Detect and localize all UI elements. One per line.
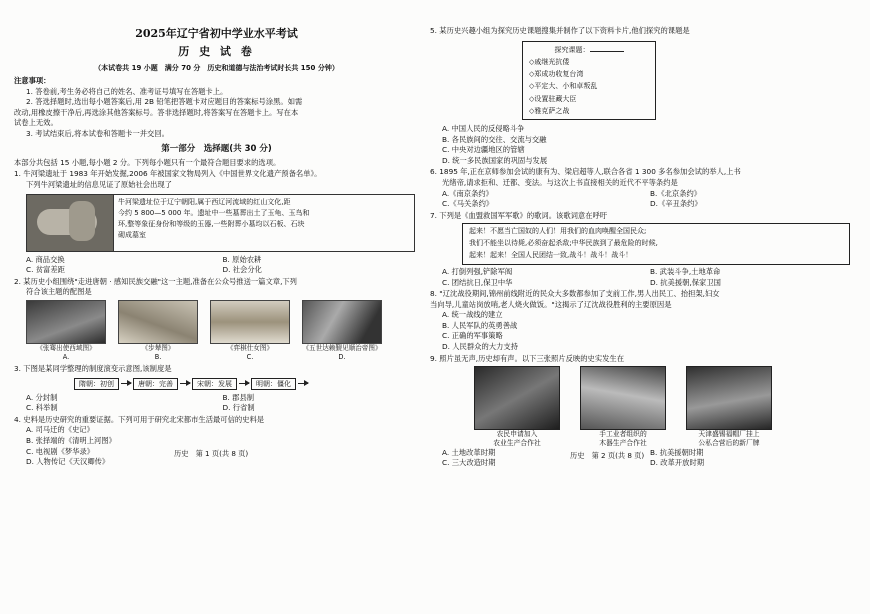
options (430, 124, 858, 166)
photo-item (686, 366, 772, 448)
card-item: ◇设置驻藏大臣 (529, 94, 577, 103)
option-c[interactable]: C. 中央对边疆地区的管辖 (442, 145, 525, 155)
options (14, 255, 419, 276)
research-card (522, 41, 656, 121)
question-5 (430, 26, 858, 166)
question-stem: 5. 某历史兴趣小组为探究历史课题搜集并制作了以下资料卡片,他们探究的课题是 (430, 26, 690, 35)
notice-line: 2. 答选择题时,选出每小题答案后,用 2B 铅笔把答题卡对应题目的答案标号涂黑。如需 (26, 97, 303, 107)
excavation-photo (27, 195, 114, 251)
option-a[interactable]: A.《南京条约》 (442, 188, 493, 198)
page-footer-right: 历史 第 2 页(共 8 页) (570, 450, 645, 460)
question-7 (430, 211, 858, 288)
option-label: C. (246, 353, 254, 362)
option-a[interactable]: A. 分封制 (26, 392, 58, 402)
question-6 (430, 167, 858, 209)
option-d[interactable]: D. 人民群众的大力支持 (442, 342, 518, 351)
painting-image (302, 300, 382, 344)
option-a[interactable]: A. 统一战线的建立 (442, 310, 503, 320)
question-stem: 当向导,儿童站岗放哨,老人烧火做饭。"这揭示了辽沈战役胜利的主要原因是 (430, 299, 672, 309)
option-a[interactable]: A. 司马迁的《史记》 (26, 425, 94, 435)
question-stem: 9. 照片虽无声,历史却有声。以下三张照片反映的史实发生在 (430, 353, 625, 363)
painting-caption: 《五世达赖觐见顺治帝图》 (302, 343, 382, 352)
arrow-icon (121, 383, 131, 384)
options (14, 425, 419, 467)
option-label: B. (154, 353, 162, 362)
painting-option-d[interactable] (302, 300, 382, 363)
part-one-intro: 本部分共包括 15 小题,每小题 2 分。下列每小题只有一个最符合题目要求的选项。 (14, 157, 281, 167)
question-stem: 符合该主题的配图是 (26, 287, 92, 297)
exam-title: 2025年辽宁省初中学业水平考试 (135, 27, 298, 40)
option-c[interactable]: C. 团结抗日,保卫中华 (442, 277, 513, 287)
option-d[interactable]: D. 抗美援朝,保家卫国 (650, 277, 721, 287)
part-one-heading: 第一部分 选择题(共 30 分) (161, 144, 272, 155)
question-stem: 8. "辽沈战役期间,锦州前线附近的民众大多数都参加了支前工作,男人出民工、抬担架,妇女 (430, 289, 720, 299)
arrow-icon (180, 383, 190, 384)
question-1 (14, 169, 419, 275)
option-d[interactable]: D. 社会分化 (222, 265, 262, 275)
exam-scope: （本试卷共 19 小题 满分 70 分 历史和道德与法治考试时长共 150 分钟） (94, 63, 339, 72)
historic-photo (580, 366, 666, 430)
arrow-icon (298, 383, 308, 384)
option-b[interactable]: B. 各民族间的交往、交流与交融 (442, 134, 547, 144)
options (430, 189, 858, 210)
option-c[interactable]: C. 贫富差距 (26, 265, 65, 275)
option-c[interactable]: C.《马关条约》 (442, 199, 494, 209)
painting-caption: 《步辇图》 (141, 343, 175, 352)
timeline-step: 唐朝：完善 (133, 378, 178, 390)
historic-photos (430, 366, 858, 448)
option-a[interactable]: A. 打倒列强,铲除军阀 (442, 266, 513, 276)
notice-line: 3. 考试结束后,将本试卷和答题卡一并交回。 (26, 128, 169, 138)
painting-caption: 《张骞出使西域图》 (36, 343, 96, 352)
question-4 (14, 415, 419, 468)
option-label: A. (62, 353, 70, 362)
exam-subtitle: 历 史 试 卷 (178, 44, 255, 58)
option-b[interactable]: B. 郡县制 (222, 392, 255, 402)
question-stem: 光绪帝,请求拒和、迁都、变法。与这次上书直接相关的近代不平等条约是 (442, 177, 678, 187)
card-item: ◇郑成功收复台湾 (529, 70, 584, 79)
question-3 (14, 364, 419, 414)
option-b[interactable]: B. 武装斗争,土地革命 (650, 266, 721, 276)
right-column (430, 0, 858, 469)
card-title: 探究课题： (529, 44, 649, 56)
options (430, 267, 858, 288)
painting-option-a[interactable] (26, 300, 106, 363)
question-8 (430, 289, 858, 352)
option-a[interactable]: A. 中国人民的反侵略斗争 (442, 124, 525, 134)
question-stem: 7. 下列是《血盟救国军军歌》的歌词。该歌词意在呼吁 (430, 210, 608, 220)
painting-option-b[interactable] (118, 300, 198, 363)
option-d[interactable]: D.《辛丑条约》 (650, 199, 702, 209)
historic-photo (474, 366, 560, 430)
photo-item (474, 366, 560, 448)
question-stem: 1. 牛河梁遗址于 1983 年开始发掘,2006 年被国家文物局列入《中国世界文化遗产预备名单》。 (14, 169, 322, 179)
option-b[interactable]: B. 张择端的《清明上河图》 (26, 435, 116, 445)
option-b[interactable]: B.《北京条约》 (650, 188, 702, 198)
arrow-icon (239, 383, 249, 384)
timeline-step: 隋朝：初创 (74, 378, 119, 390)
option-b[interactable]: B. 原始农耕 (222, 254, 262, 264)
photo-caption: 手工业者组织的 木器生产合作社 (599, 430, 647, 447)
options (430, 310, 858, 352)
option-c[interactable]: C. 科举制 (26, 403, 58, 413)
painting-image (210, 300, 290, 344)
option-a[interactable]: A. 商品交换 (26, 254, 65, 264)
left-column (14, 0, 419, 468)
timeline-step: 宋朝：发展 (192, 378, 237, 390)
material-box (26, 194, 415, 252)
song-lyrics: 起来！不愿当亡国奴的人们！用我们的血肉唤醒全国民众; 我们不能坐以待毙,必须奋起杀敌;中华民族到了最危险的时候, 起来！起来！全国人民团结一致,战斗！战斗！战斗！ (462, 223, 850, 265)
option-c[interactable]: C. 正确的军事策略 (442, 331, 503, 341)
option-d[interactable]: D. 行省制 (222, 403, 255, 413)
notice-line: 改动,用橡皮擦干净后,再选涂其他答案标号。答非选择题时,将答案写在答题卡上。写在本 (14, 107, 299, 117)
option-c[interactable]: C. 三大改造时期 (442, 458, 496, 468)
question-stem: 2. 某历史小组围绕"走进唐朝 · 感知民族交融"这一主题,准备在公众号推送一篇文章,下列 (14, 276, 297, 286)
page-footer-left: 历史 第 1 页(共 8 页) (174, 449, 249, 459)
notice-line: 1. 答卷前,考生务必将自己的姓名、准考证号填写在答题卡上。 (26, 86, 228, 96)
material-text: 牛河梁遗址位于辽宁朝阳,属于西辽河流域的红山文化,距 今约 5 800—5 000 年。遗址中一些墓葬出土了玉龟、玉鸟和 环,整等象征身份和等级的玉器,一些附葬小墓均以石板、石块 砌成墓室 (118, 197, 310, 240)
option-a[interactable]: A. 土地改革时期 (442, 447, 496, 457)
painting-caption: 《弈棋仕女图》 (226, 343, 274, 352)
painting-options (14, 300, 419, 363)
timeline-step: 明朝：僵化 (251, 378, 296, 390)
notice-line: 试卷上无效。 (14, 118, 58, 128)
card-item: ◇平定大、小和卓叛乱 (529, 82, 598, 91)
option-d[interactable]: D. 统一多民族国家的巩固与发展 (442, 155, 548, 165)
option-d[interactable]: D. 人物传记《天汉卿传》 (26, 457, 110, 467)
painting-option-c[interactable] (210, 300, 290, 363)
photo-item (580, 366, 666, 448)
card-item: ◇雅克萨之战 (529, 106, 570, 115)
system-timeline (14, 378, 419, 390)
notice-heading: 注意事项： (14, 76, 51, 86)
option-b[interactable]: B. 人民军队的英勇善战 (442, 320, 518, 330)
photo-caption: 农民申请加入 农业生产合作社 (493, 430, 541, 447)
option-c[interactable]: C. 电视剧《梦华录》 (26, 446, 95, 456)
painting-image (26, 300, 106, 344)
question-stem: 3. 下图是某同学整理的制度演变示意图,该制度是 (14, 363, 172, 373)
option-b[interactable]: B. 抗美援朝时期 (650, 447, 704, 457)
option-d[interactable]: D. 改革开放时期 (650, 458, 705, 468)
question-2 (14, 277, 419, 363)
card-item: ◇戚继光抗倭 (529, 57, 570, 66)
options (14, 393, 419, 414)
question-stem: 下列牛河梁遗址的信息见证了原始社会出现了 (26, 179, 172, 189)
option-label: D. (338, 353, 346, 362)
historic-photo (686, 366, 772, 430)
painting-image (118, 300, 198, 344)
photo-caption: 天津盛锡福帽厂挂上 公私合营后的新厂牌 (698, 430, 760, 447)
question-stem: 4. 史料是历史研究的重要证据。下列可用于研究北宋都市生活最可信的史料是 (14, 414, 265, 424)
question-stem: 6. 1895 年,正在京师参加会试的康有为、梁启超等人,联合各省 1 300 多名参加会试的举人,上书 (430, 167, 741, 177)
